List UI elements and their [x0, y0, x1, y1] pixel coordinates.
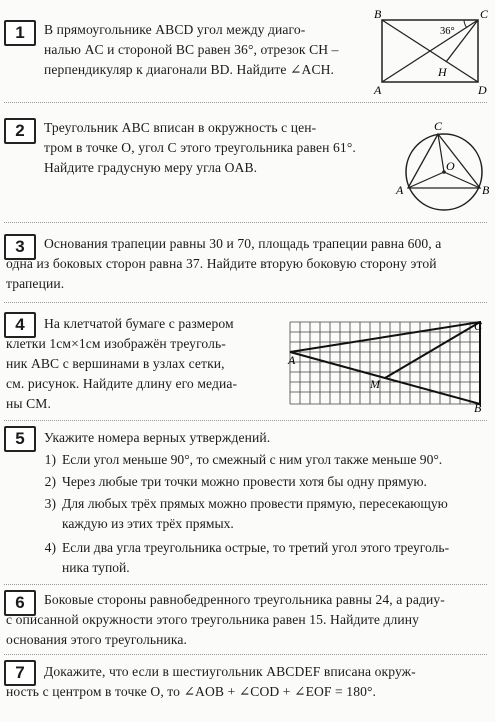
statement-text: Если угол меньше 90°, то смежный с ним угол также меньше 90°.	[62, 452, 443, 467]
text-line: перпендикуляр к диагонали BD. Найдите ∠ACH.	[44, 62, 335, 77]
text-line: основания этого треугольника.	[6, 632, 188, 647]
text-line: налью AC и стороной BC равен 36°, отрезок CH –	[44, 42, 339, 57]
text-line: ник ABC с вершинами в узлах сетки,	[6, 356, 225, 371]
problem-text	[44, 428, 444, 448]
text-line: Найдите градусную меру угла OAB.	[44, 160, 258, 175]
divider	[4, 654, 487, 655]
text-line: с описанной окружности этого треугольника равен 15. Найдите длину	[6, 612, 420, 627]
statement-1	[34, 450, 442, 470]
label-A: A	[396, 183, 404, 197]
label-M: M	[370, 377, 380, 391]
problem-text	[6, 590, 489, 650]
problem-number: 6	[4, 590, 36, 616]
divider	[4, 222, 487, 223]
label-H: H	[438, 65, 447, 79]
grid-triangle-figure	[284, 316, 492, 414]
text-line: трапеции.	[6, 276, 65, 291]
problem-number: 5	[4, 426, 36, 452]
problem-text	[6, 314, 274, 414]
text-line: одна из боковых сторон равна 37. Найдите вторую боковую сторону этой	[6, 256, 437, 271]
text-line: см. рисунок. Найдите длину его медиа-	[6, 376, 238, 391]
text-line: Основания трапеции равны 30 и 70, площадь трапеции равна 600, а	[44, 236, 442, 251]
text-line: На клетчатой бумаге с размером	[44, 316, 234, 331]
problem-number: 7	[4, 660, 36, 686]
statement-3-cont	[62, 514, 234, 534]
text-line: Докажите, что если в шестиугольник ABCDEF вписана окруж-	[44, 664, 416, 679]
statement-text: ника тупой.	[62, 560, 130, 575]
text-line: Укажите номера верных утверждений.	[44, 430, 271, 445]
label-C: C	[480, 7, 489, 21]
problem-number: 1	[4, 20, 36, 46]
circle-figure	[394, 118, 494, 222]
statement-4	[34, 538, 449, 558]
angle-label: 36°	[440, 26, 455, 37]
divider	[4, 302, 487, 303]
problem-text	[44, 118, 384, 178]
statement-text: Если два угла треугольника острые, то третий угол этого треуголь-	[62, 540, 450, 555]
problem-text	[44, 20, 354, 80]
problem-number: 2	[4, 118, 36, 144]
problem-text	[6, 234, 489, 294]
statement-3	[34, 494, 448, 514]
statement-2	[34, 472, 427, 492]
problem-number: 3	[4, 234, 36, 260]
statement-text: каждую из этих трёх прямых.	[62, 516, 234, 531]
rectangle-figure	[372, 6, 492, 96]
divider	[4, 102, 487, 103]
text-line: В прямоугольнике ABCD угол между диаго-	[44, 22, 306, 37]
label-B: B	[474, 401, 482, 414]
label-A: A	[288, 353, 296, 367]
divider	[4, 584, 487, 585]
text-line: Боковые стороны равнобедренного треугольника равны 24, а радиу-	[44, 592, 445, 607]
text-line: ны CM.	[6, 396, 51, 411]
label-B: B	[482, 183, 490, 197]
text-line: ность с центром в точке O, то ∠AOB + ∠COD + ∠EOF = 180°.	[6, 684, 377, 699]
problem-number: 4	[4, 312, 36, 338]
divider	[4, 420, 487, 421]
statement-4-cont	[62, 558, 130, 578]
statement-number: 3)	[44, 496, 56, 511]
statement-number: 2)	[44, 474, 56, 489]
label-A: A	[374, 83, 382, 96]
label-D: D	[478, 83, 487, 96]
label-C: C	[474, 319, 483, 333]
grid	[290, 322, 480, 404]
label-O: O	[446, 159, 455, 173]
label-C: C	[434, 119, 443, 133]
label-B: B	[374, 7, 382, 21]
statement-number: 1)	[44, 452, 56, 467]
problem-text	[6, 662, 489, 702]
statement-number: 4)	[44, 540, 56, 555]
text-line: Треугольник ABC вписан в окружность с цен-	[44, 120, 317, 135]
statement-text: Через любые три точки можно провести хотя бы одну прямую.	[62, 474, 427, 489]
text-line: клетки 1см×1см изображён треуголь-	[6, 336, 226, 351]
text-line: тром в точке O, угол C этого треугольника равен 61°.	[44, 140, 356, 155]
statement-text: Для любых трёх прямых можно провести прямую, пересекающую	[62, 496, 448, 511]
